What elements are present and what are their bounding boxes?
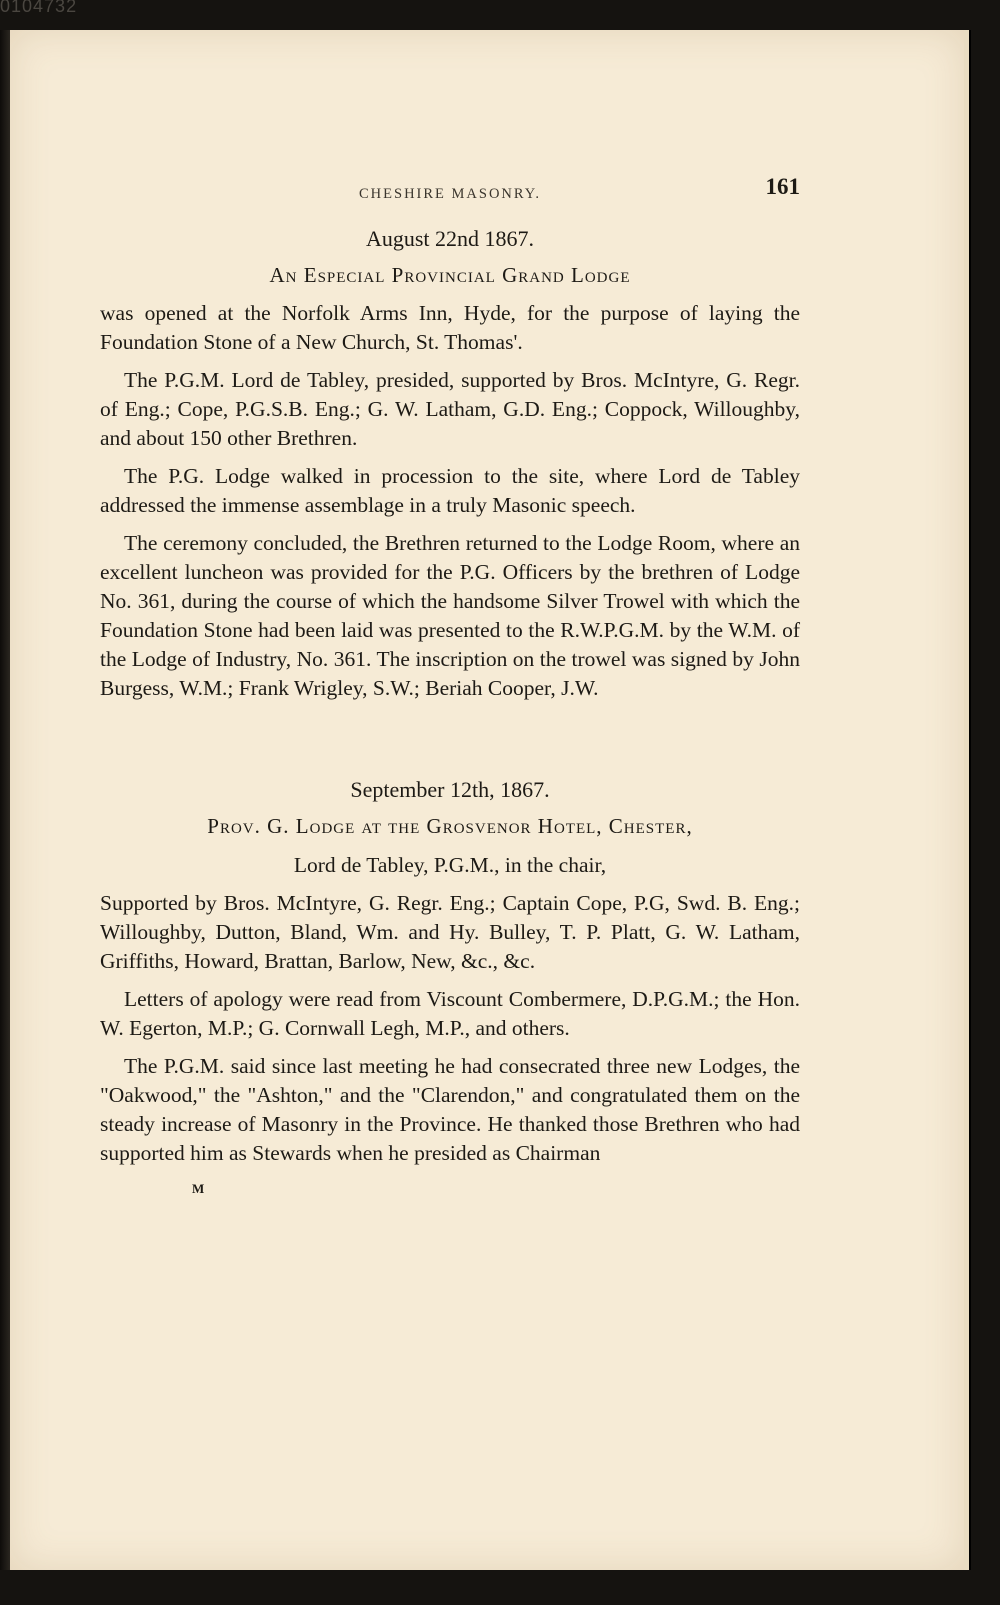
page-fore-edge (964, 30, 971, 1570)
paragraph: The P.G.M. Lord de Tabley, presided, supported by Bros. McIntyre, G. Regr. of Eng.; Cope, P.G.S.B. Eng.; G. W. Latham, G.D. Eng.; Coppock, Willoughby, and about 150 other Brethren. (100, 368, 800, 450)
paragraph: The ceremony concluded, the Brethren returned to the Lodge Room, where an excellent luncheon was provided for the P.G. Officers by the brethren of Lodge No. 361, during the course of which the handsome Silver Trowel with which the Foundation Stone had been laid was presented to the R.W.P.G.M. by the W.M. of the Lodge of Industry, No. 361. The inscription on the trowel was signed by John Burgess, W.M.; Frank Wrigley, S.W.; Beriah Cooper, J.W. (100, 531, 800, 700)
paragraph: The P.G. Lodge walked in procession to the site, where Lord de Tabley addressed the immense assemblage in a truly Masonic speech. (100, 464, 800, 517)
signature-mark: M (192, 1181, 206, 1196)
page-body (100, 172, 800, 1203)
section-heading: An Especial Provincial Grand Lodge (269, 263, 631, 287)
paragraph: The P.G.M. said since last meeting he had consecrated three new Lodges, the "Oakwood," the "Ashton," and the "Clarendon," and congratulated them on the steady increase of Masonry in the Province. He thanked those Brethren who had supported him as Stewards when he presided as Chairman (100, 1054, 800, 1165)
section-date: September 12th, 1867. (350, 777, 550, 802)
paragraph: Letters of apology were read from Viscount Combermere, D.P.G.M.; the Hon. W. Egerton, M.P.; G. Cornwall Legh, M.P., and others. (100, 987, 800, 1040)
section-august-1867 (100, 224, 800, 703)
page-number: 161 (765, 174, 800, 199)
running-head (100, 172, 800, 206)
paragraph: Supported by Bros. McIntyre, G. Regr. Eng.; Captain Cope, P.G, Swd. B. Eng.; Willoughby, Dutton, Bland, Wm. and Hy. Bulley, T. P. Platt, G. W. Latham, Griffiths, Howard, Brattan, Barlow, New, &c., &c. (100, 891, 800, 973)
section-heading: Prov. G. Lodge at the Grosvenor Hotel, Chester, (207, 814, 693, 838)
section-date: August 22nd 1867. (365, 226, 535, 251)
running-title: CHESHIRE MASONRY. (359, 186, 541, 202)
archive-id: 0104732 (0, 0, 78, 16)
paragraph: was opened at the Norfolk Arms Inn, Hyde, for the purpose of laying the Foundation Stone of a New Church, St. Thomas'. (100, 301, 800, 354)
book-gutter-edge (0, 30, 10, 1570)
section-september-1867 (100, 775, 800, 1168)
section-subheading: Lord de Tabley, P.G.M., in the chair, (293, 853, 607, 877)
